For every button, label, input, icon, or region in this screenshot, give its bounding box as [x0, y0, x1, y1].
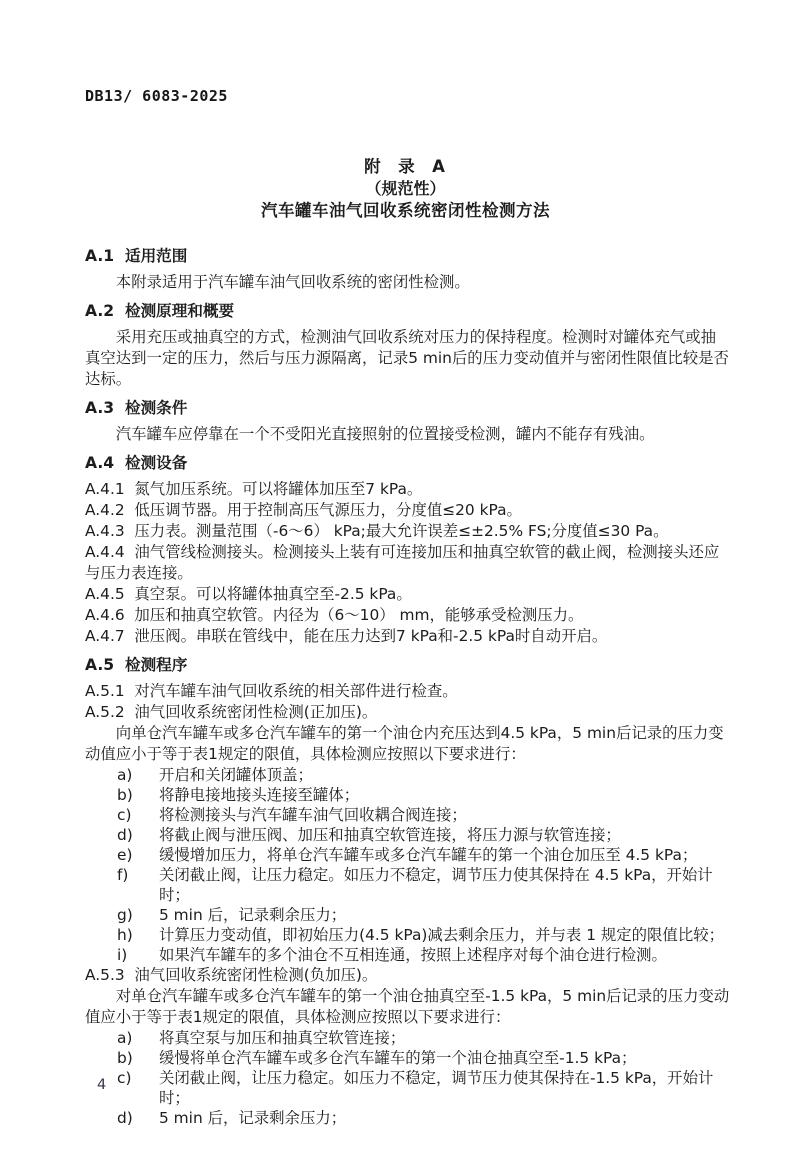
- heading-a3: A.3 检测条件: [85, 399, 188, 417]
- clause-a4-4: A.4.4 油气管线检测接头。检测接头上装有可连接加压和抽真空软管的截止阀，检测接头还应与压力表连接。: [85, 543, 720, 582]
- list-item-label: a): [117, 1029, 133, 1047]
- appendix-label: 附 录 A: [364, 157, 447, 176]
- heading-a1: A.1 适用范围: [85, 247, 188, 265]
- clause-a5-3: A.5.3 油气回收系统密闭性检测(负加压)。: [85, 966, 378, 984]
- list-item: [85, 805, 731, 825]
- list-item: [85, 785, 731, 805]
- list-item-text: 将静电接地接头连接至罐体；: [159, 786, 360, 804]
- list-item-text: 缓慢将单仓汽车罐车或多仓汽车罐车的第一个油仓抽真空至-1.5 kPa；: [159, 1049, 637, 1067]
- document-body: [85, 246, 731, 1128]
- heading-a2: A.2 检测原理和概要: [85, 302, 235, 320]
- list-item: [85, 765, 731, 785]
- list-item: [85, 825, 731, 845]
- list-item: [85, 865, 731, 905]
- clause-a4-3: A.4.3 压力表。测量范围（-6～6） kPa;最大允许误差≤±2.5% FS;分度值≤30 Pa。: [85, 522, 669, 540]
- clause-a5-2: A.5.2 油气回收系统密闭性检测(正加压)。: [85, 703, 378, 721]
- intro-a5-2: 向单仓汽车罐车或多仓汽车罐车的第一个油仓内充压达到4.5 kPa，5 min后记录的压力变动值应小于等于表1规定的限值，具体检测应按照以下要求进行：: [85, 724, 724, 763]
- list-item-text: 5 min 后，记录剩余压力；: [159, 1109, 347, 1127]
- list-item-label: b): [117, 1049, 133, 1067]
- list-item-label: c): [117, 1069, 132, 1087]
- list-item: [85, 845, 731, 865]
- list-item-text: 5 min 后，记录剩余压力；: [159, 906, 347, 924]
- heading-a5: A.5 检测程序: [85, 656, 188, 674]
- list-item-label: b): [117, 786, 133, 804]
- list-item-text: 开启和关闭罐体顶盖；: [159, 766, 313, 784]
- clause-a4-2: A.4.2 低压调节器。用于控制高压气源压力，分度值≤20 kPa。: [85, 501, 522, 519]
- appendix-name: 汽车罐车油气回收系统密闭性检测方法: [261, 201, 550, 220]
- list-item-text: 关闭截止阀，让压力稳定。如压力不稳定，调节压力使其保持在-1.5 kPa，开始计时；: [159, 1069, 714, 1107]
- list-item-text: 关闭截止阀，让压力稳定。如压力不稳定，调节压力使其保持在 4.5 kPa，开始计时；: [159, 866, 713, 904]
- list-item-label: d): [117, 826, 133, 844]
- list-item: [85, 925, 731, 945]
- para-a2: 采用充压或抽真空的方式，检测油气回收系统对压力的保持程度。检测时对罐体充气或抽真空达到一定的压力，然后与压力源隔离，记录5 min后的压力变动值并与密闭性限值比较是否达标。: [85, 328, 729, 388]
- list-item-text: 如果汽车罐车的多个油仓不互相连通，按照上述程序对每个油仓进行检测。: [159, 946, 667, 964]
- list-item-label: c): [117, 806, 132, 824]
- list-item-label: e): [117, 846, 133, 864]
- procedure-list-negative: [85, 1028, 731, 1128]
- list-item-text: 缓慢增加压力，将单仓汽车罐车或多仓汽车罐车的第一个油仓加压至 4.5 kPa；: [159, 846, 698, 864]
- list-item-text: 将截止阀与泄压阀、加压和抽真空软管连接，将压力源与软管连接；: [159, 826, 621, 844]
- list-item: [85, 1108, 731, 1128]
- list-item: [85, 1048, 731, 1068]
- procedure-list-positive: [85, 765, 731, 965]
- page-number: 4: [97, 1077, 107, 1093]
- list-item-label: f): [117, 866, 129, 884]
- list-item-text: 将检测接头与汽车罐车油气回收耦合阀连接；: [159, 806, 467, 824]
- list-item-label: h): [117, 926, 133, 944]
- standard-number: DB13/ 6083-2025: [85, 87, 228, 105]
- list-item-label: a): [117, 766, 133, 784]
- clause-a4-6: A.4.6 加压和抽真空软管。内径为（6～10） mm，能够承受检测压力。: [85, 606, 584, 624]
- list-item-label: i): [117, 946, 128, 964]
- appendix-title-block: [0, 156, 811, 221]
- heading-a4: A.4 检测设备: [85, 454, 188, 472]
- list-item: [85, 945, 731, 965]
- para-a3: 汽车罐车应停靠在一个不受阳光直接照射的位置接受检测，罐内不能存有残油。: [115, 425, 655, 443]
- list-item: [85, 1028, 731, 1048]
- list-item-label: g): [117, 906, 133, 924]
- list-item-text: 计算压力变动值，即初始压力(4.5 kPa)减去剩余压力，并与表 1 规定的限值比较；: [159, 926, 724, 944]
- list-item-label: d): [117, 1109, 133, 1127]
- clause-a4-7: A.4.7 泄压阀。串联在管线中，能在压力达到7 kPa和-2.5 kPa时自动开启。: [85, 627, 608, 645]
- list-item: [85, 905, 731, 925]
- para-a1: 本附录适用于汽车罐车油气回收系统的密闭性检测。: [115, 273, 470, 291]
- intro-a5-3: 对单仓汽车罐车或多仓汽车罐车的第一个油仓抽真空至-1.5 kPa，5 min后记录的压力变动值应小于等于表1规定的限值，具体检测应按照以下要求进行：: [85, 987, 730, 1026]
- clause-a4-1: A.4.1 氮气加压系统。可以将罐体加压至7 kPa。: [85, 480, 423, 498]
- normative-label: （规范性）: [365, 179, 446, 198]
- clause-a5-1: A.5.1 对汽车罐车油气回收系统的相关部件进行检查。: [85, 682, 458, 700]
- list-item-text: 将真空泵与加压和抽真空软管连接；: [159, 1029, 406, 1047]
- clause-a4-5: A.4.5 真空泵。可以将罐体抽真空至-2.5 kPa。: [85, 585, 412, 603]
- list-item: [85, 1068, 731, 1108]
